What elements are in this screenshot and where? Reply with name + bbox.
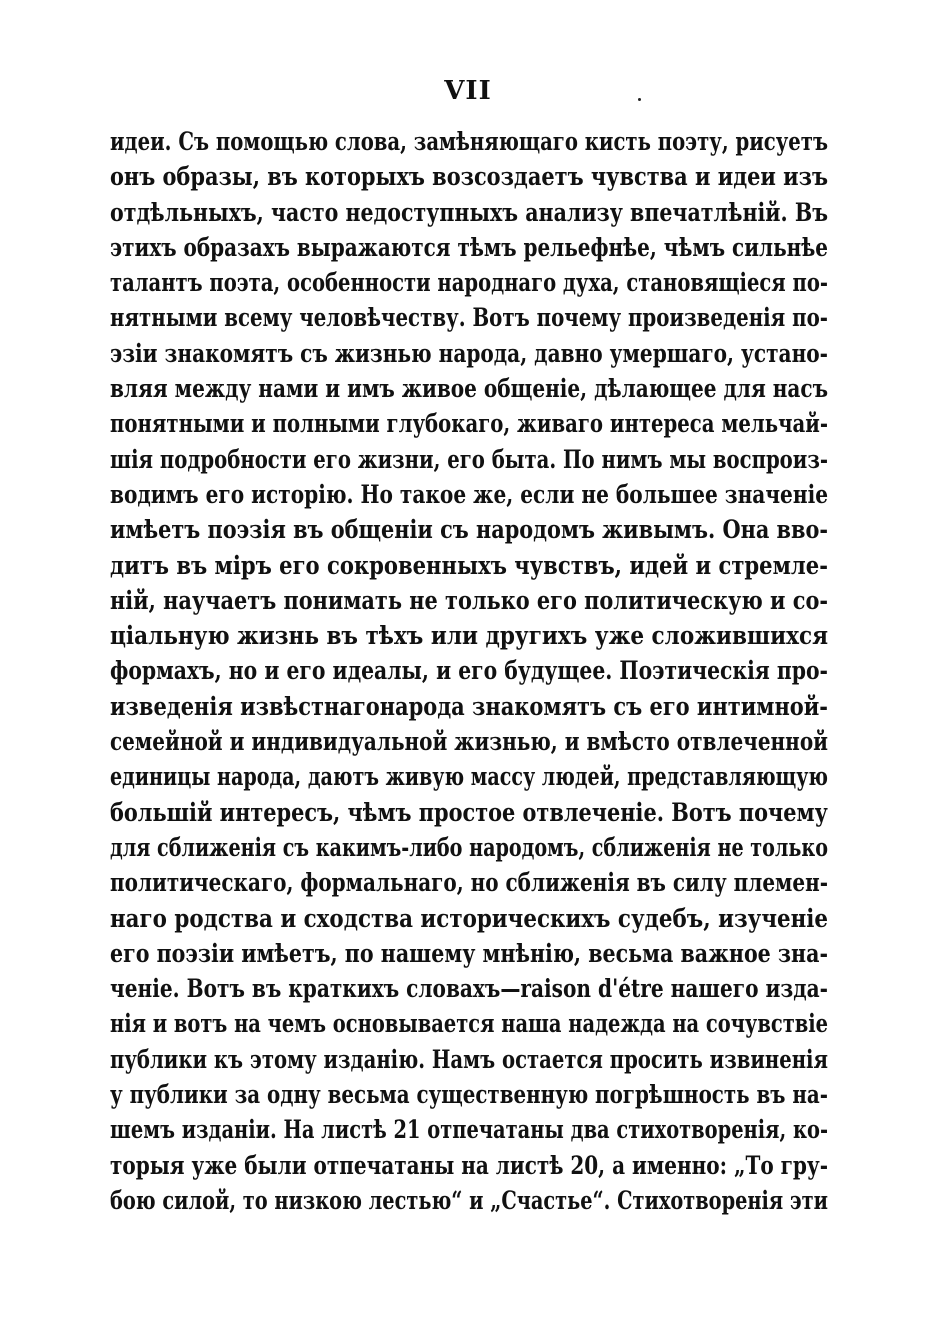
text-line: имѣетъ поэзія въ общеніи съ народомъ живымъ. Она вво- <box>110 515 828 545</box>
text-line: нятными всему человѣчеству. Вотъ почему произведенія по- <box>110 303 828 333</box>
page-number: VII <box>444 76 492 106</box>
text-line: публики къ этому изданію. Намъ остается просить извиненія <box>110 1044 828 1074</box>
text-line: идеи. Съ помощью слова, замѣняющаго кисть поэту, рисуетъ <box>110 127 828 156</box>
body-text <box>110 124 828 1218</box>
text-line: единицы народа, даютъ живую массу людей, представляющую <box>110 762 828 792</box>
text-line: торыя уже были отпечатаны на листѣ 20, а именно: „То гру- <box>110 1150 828 1180</box>
text-line: нія и вотъ на чемъ основывается наша надежда на сочувствіе <box>110 1009 828 1039</box>
text-line: понятными и полными глубокаго, живаго интереса мельчай- <box>110 409 828 439</box>
text-line: ціальную жизнь въ тѣхъ или другихъ уже сложившихся <box>110 621 828 651</box>
text-line: талантъ поэта, особенности народнаго духа, становящіеся по- <box>110 268 828 298</box>
text-line: этихъ образахъ выражаются тѣмъ рельефнѣе, чѣмъ сильнѣе <box>110 232 828 262</box>
text-line: шія подробности его жизни, его быта. По нимъ мы воспроиз- <box>110 444 828 474</box>
text-line: вляя между нами и имъ живое общеніе, дѣлающее для насъ <box>110 374 828 404</box>
text-line: отдѣльныхъ, часто недоступныхъ анализу впечатлѣній. Въ <box>110 197 828 227</box>
text-line: бою силой, то низкою лестью“ и „Счастье“. Стихотворенія эти <box>110 1185 828 1215</box>
text-line: для сближенія съ какимъ-либо народомъ, сближенія не только <box>110 832 828 862</box>
text-line: онъ образы, въ которыхъ возсоздаетъ чувства и идеи изъ <box>110 162 828 192</box>
text-line: его поэзіи имѣетъ, по нашему мнѣнію, весьма важное зна- <box>110 938 828 968</box>
text-line: ченіе. Вотъ въ краткихъ словахъ—raison d'étre нашего изда- <box>110 974 828 1004</box>
text-line: водимъ его исторію. Но такое же, если не большее значеніе <box>110 479 828 509</box>
text-line: шемъ изданіи. На листѣ 21 отпечатаны два стихотворенія, ко- <box>110 1115 828 1145</box>
text-line: формахъ, но и его идеалы, и его будущее. Поэтическія про- <box>110 656 828 686</box>
text-line: у публики за одну весьма существенную погрѣшность въ на- <box>110 1080 828 1110</box>
text-line: дитъ въ міръ его сокровенныхъ чувствъ, идей и стремле- <box>110 550 828 580</box>
text-line: эзіи знакомятъ съ жизнью народа, давно умершаго, устано- <box>110 338 828 368</box>
text-line: политическаго, формальнаго, но сближенія въ силу племен- <box>110 868 828 898</box>
text-line: наго родства и сходства историческихъ судебъ, изученіе <box>110 903 828 933</box>
text-line: ній, научаетъ понимать не только его политическую и со- <box>110 585 828 615</box>
text-line: изведенія извѣстнагонарода знакомятъ съ его интимной- <box>110 691 828 721</box>
text-line: большій интересъ, чѣмъ простое отвлеченіе. Вотъ почему <box>110 797 828 827</box>
text-line: семейной и индивидуальной жизнью, и вмѣсто отвлеченной <box>110 727 828 757</box>
print-speck <box>638 98 641 101</box>
